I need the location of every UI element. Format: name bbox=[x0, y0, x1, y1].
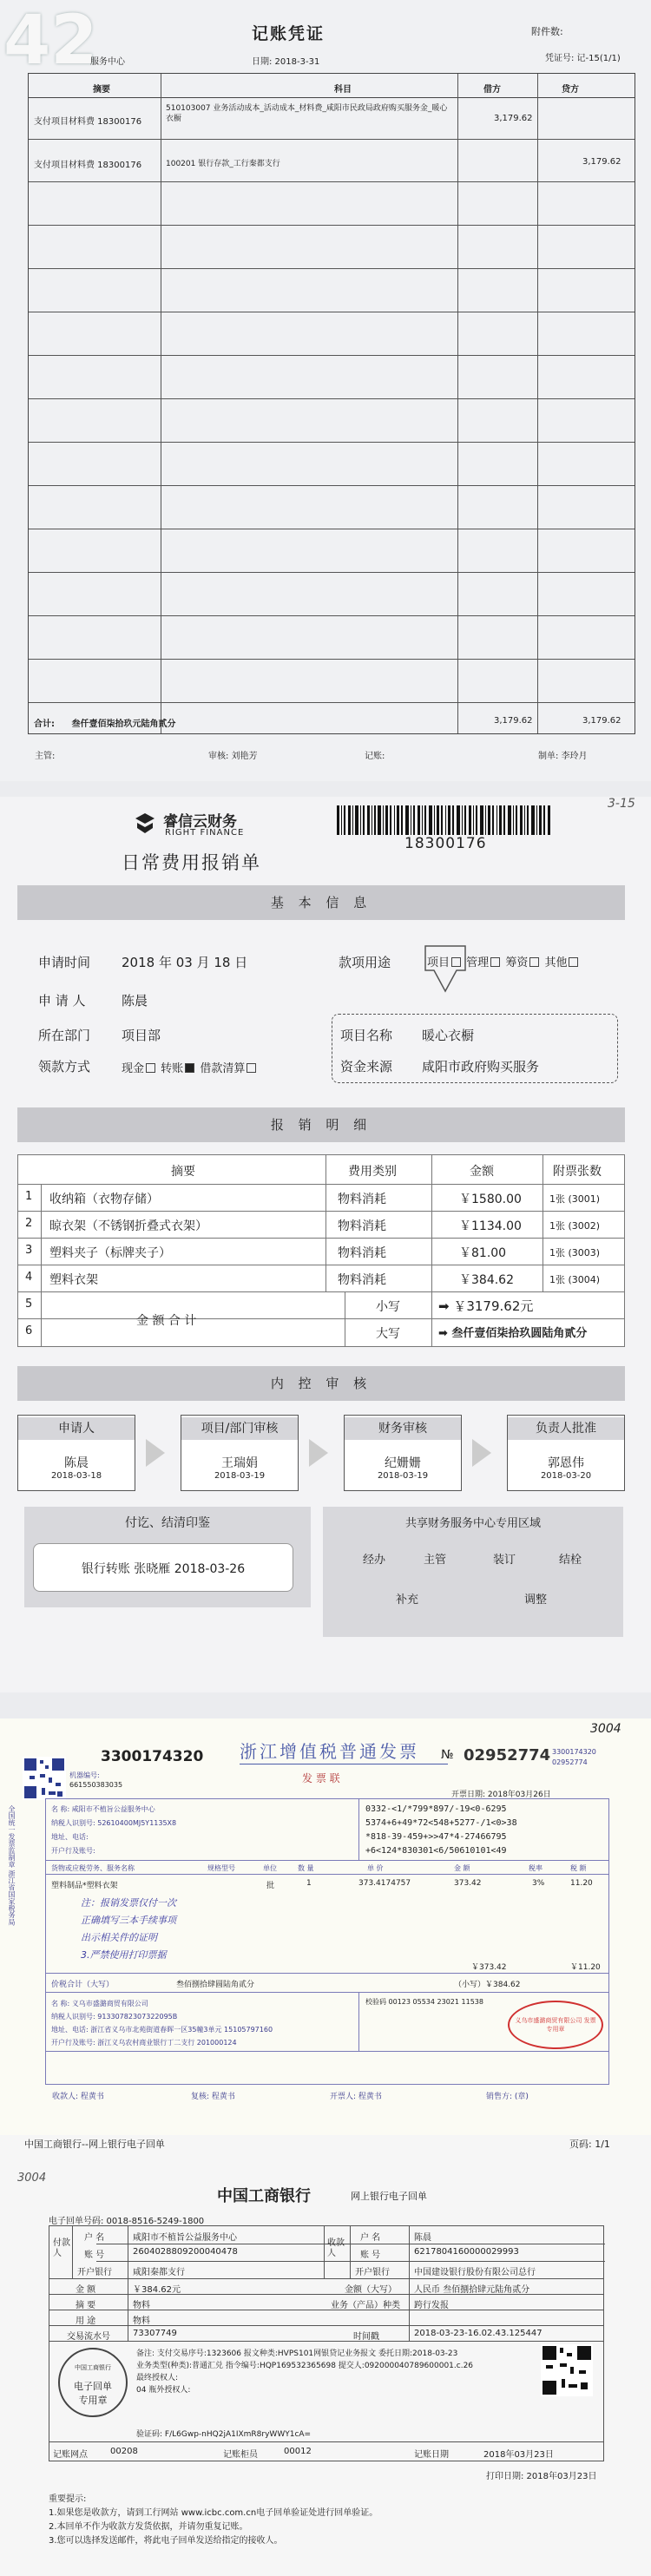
divider bbox=[350, 2226, 351, 2278]
divider bbox=[542, 1155, 543, 1291]
payment-stamp-area bbox=[24, 1507, 311, 1607]
apply-time-value: 2018 年 03 月 18 日 bbox=[122, 955, 248, 970]
row-no: 3 bbox=[25, 1244, 33, 1257]
time-label: 时间戳 bbox=[353, 2332, 379, 2342]
time-value: 2018-03-23-16.02.43.125447 bbox=[414, 2329, 542, 2338]
divider bbox=[96, 2261, 605, 2262]
shared-item: 调整 bbox=[524, 1594, 548, 1607]
verify-value: F/L6Gwp-nHQ2jA1IXmR8ryWWY1cA= bbox=[164, 2430, 312, 2439]
divider bbox=[46, 1860, 608, 1861]
biz-type-value: 跨行发报 bbox=[414, 2301, 449, 2310]
row-no: 2 bbox=[25, 1217, 33, 1230]
buyer-bank: 开户行及账号: bbox=[51, 1847, 95, 1855]
option-cash[interactable]: 现金 bbox=[122, 1062, 145, 1075]
flow-name: 陈晨 bbox=[64, 1456, 89, 1470]
serial-label: 交易流水号 bbox=[67, 2332, 110, 2342]
checkbox-transfer[interactable] bbox=[185, 1063, 194, 1073]
handwritten-line: 正确填写三本手续事项 bbox=[81, 1915, 176, 1926]
flow-step bbox=[507, 1415, 625, 1491]
checkbox-cash[interactable] bbox=[146, 1063, 155, 1073]
receipt-table bbox=[49, 2225, 604, 2461]
small-amount-label: 小写 bbox=[376, 1300, 400, 1314]
buyer-address: 地址、电话: bbox=[51, 1833, 89, 1841]
org-name: 服务中心 bbox=[90, 57, 125, 67]
handwritten-line: 出示相关件的证明 bbox=[81, 1932, 157, 1943]
cipher-line: *818-39-459+>>47*4-27466795 bbox=[365, 1832, 507, 1842]
form-title: 日常费用报销单 bbox=[122, 852, 261, 873]
row-amount: ￥1580.00 bbox=[459, 1193, 522, 1206]
row-category: 物料消耗 bbox=[338, 1193, 386, 1206]
note-line: 2.本回单不作为收款方发货依据，并请勿重复记账。 bbox=[49, 2522, 248, 2532]
payee-name: 陈晨 bbox=[414, 2233, 431, 2243]
divider bbox=[29, 702, 635, 703]
row-amount: ￥1134.00 bbox=[459, 1219, 522, 1233]
handwritten-note: 3004 bbox=[17, 2172, 47, 2185]
small-amount-text: ￥3179.62元 bbox=[453, 1298, 534, 1314]
applicant-value: 陈晨 bbox=[122, 993, 148, 1009]
divider bbox=[49, 2341, 603, 2342]
payee-bank: 中国建设银行股份有限公司总行 bbox=[414, 2268, 536, 2277]
row-category: 物料消耗 bbox=[338, 1219, 386, 1233]
flow-date: 2018-03-19 bbox=[214, 1471, 266, 1481]
big-amount-label: 大写 bbox=[376, 1327, 400, 1341]
item-price: 373.4174757 bbox=[358, 1879, 411, 1888]
divider bbox=[409, 2226, 410, 2341]
attachments-label: 附件数: bbox=[531, 26, 563, 37]
section-basic-info: 基 本 信 息 bbox=[17, 885, 625, 920]
row-tickets: 1张 (3003) bbox=[549, 1247, 601, 1258]
payer-side-label: 付款人 bbox=[53, 2238, 70, 2258]
row-summary: 塑料夹子（标牌夹子） bbox=[49, 1246, 171, 1260]
col-summary: 摘要 bbox=[171, 1165, 195, 1179]
total-amount-words: 叁仟壹佰柒拾玖元陆角贰分 bbox=[71, 720, 176, 729]
divider bbox=[46, 1874, 608, 1875]
row-no: 4 bbox=[25, 1271, 33, 1284]
shared-service-title: 共享财务服务中心专用区域 bbox=[404, 1517, 541, 1530]
item-qty: 1 bbox=[306, 1879, 312, 1888]
seller-tax-id: 纳税人识别号: 91330782307322095B bbox=[51, 2013, 178, 2021]
bank-e-receipt bbox=[0, 2135, 651, 2576]
divider bbox=[18, 1184, 624, 1185]
shared-service-area bbox=[323, 1507, 623, 1637]
payee-account-label: 账 号 bbox=[360, 2251, 381, 2260]
fund-source-value: 咸阳市政府购买服务 bbox=[422, 1059, 540, 1074]
flow-role: 项目/部门审核 bbox=[181, 1417, 298, 1440]
invoice-copy-label: 发 票 联 bbox=[302, 1772, 340, 1784]
seller-address: 地址、电话: 浙江省义乌市北苑街道春晖一区35幢3单元 15105797160 bbox=[51, 2026, 273, 2034]
invoice-number-small2: 02952774 bbox=[552, 1758, 588, 1766]
divider bbox=[29, 181, 635, 182]
voucher-table bbox=[28, 73, 635, 734]
items-header-price: 单 价 bbox=[367, 1864, 384, 1872]
flow-date: 2018-03-20 bbox=[540, 1471, 592, 1481]
buyer-name: 名 称: 咸阳市不植旨公益服务中心 bbox=[51, 1805, 155, 1813]
item-rate: 3% bbox=[532, 1879, 545, 1888]
amount-big-value: 人民币 叁佰捌拾肆元陆角贰分 bbox=[414, 2285, 530, 2295]
flow-date: 2018-03-19 bbox=[377, 1471, 429, 1481]
verify-label: 验证码: bbox=[136, 2430, 163, 2439]
detail-table bbox=[17, 1154, 625, 1347]
divider bbox=[29, 355, 635, 356]
row-category: 物料消耗 bbox=[338, 1273, 386, 1287]
payee-side-label: 收款人 bbox=[327, 2238, 345, 2258]
cipher-line: 5374+6+49*72<548+5277-/1<0>38 bbox=[365, 1818, 517, 1828]
summary-label: 摘 要 bbox=[76, 2301, 96, 2310]
seller-bank: 开户行及账号: 浙江义乌农村商业银行丁二支行 201000124 bbox=[51, 2039, 237, 2047]
items-header-tax: 税 额 bbox=[570, 1864, 587, 1872]
row-no: 5 bbox=[25, 1298, 33, 1311]
invoice-date: 开票日期: 2018年03月26日 bbox=[451, 1791, 551, 1799]
applicant-label: 申 请 人 bbox=[38, 993, 86, 1009]
sum-small: （小写）￥384.62 bbox=[454, 1981, 521, 1989]
teller-value: 00012 bbox=[284, 2447, 312, 2456]
print-date: 打印日期: 2018年03月23日 bbox=[486, 2472, 597, 2481]
payment-stamp-value: 银行转账 张晓雁 2018-03-26 bbox=[81, 1562, 246, 1576]
note-line: 3.您可以选择发送邮件，将此电子回单发送给指定的接收人。 bbox=[49, 2536, 283, 2546]
divider bbox=[46, 1992, 608, 1993]
flow-date: 2018-03-18 bbox=[50, 1471, 102, 1481]
col-tickets: 附票张数 bbox=[553, 1165, 602, 1179]
divider bbox=[29, 659, 635, 660]
row-category: 物料消耗 bbox=[338, 1246, 386, 1260]
machine-no-label: 机器编号: bbox=[69, 1771, 100, 1779]
divider bbox=[431, 1155, 432, 1347]
checkbox-other[interactable] bbox=[569, 957, 578, 967]
bookkeeper: 记账: bbox=[365, 752, 385, 761]
option-other[interactable]: 其他 bbox=[544, 956, 568, 969]
header-summary: 摘要 bbox=[93, 85, 110, 95]
auditor: 审核: 刘艳芳 bbox=[208, 752, 258, 761]
shared-item: 装订 bbox=[493, 1554, 516, 1567]
receipt-header: 中国工商银行--网上银行电子回单 bbox=[24, 2139, 165, 2150]
cipher-line: +6<124*830301<6/50610101<49 bbox=[365, 1846, 507, 1856]
invoice-title: 浙江增值税普通发票 bbox=[240, 1741, 419, 1762]
checkbox-financing[interactable] bbox=[529, 957, 539, 967]
total-label-text: 合计: bbox=[34, 720, 55, 729]
verify-code bbox=[136, 2428, 311, 2439]
project-name-value: 暖心衣橱 bbox=[422, 1028, 475, 1043]
item-tax: 11.20 bbox=[570, 1879, 593, 1888]
handwritten-line: 3.严禁使用打印票据 bbox=[81, 1949, 167, 1961]
item-name: 塑料制品*塑料衣架 bbox=[51, 1882, 118, 1890]
barcode-number: 18300176 bbox=[404, 835, 487, 852]
handwritten-note: 3004 bbox=[590, 1722, 621, 1736]
biz-type-label: 业务（产品）种类 bbox=[331, 2301, 400, 2310]
handwritten-note: 3-15 bbox=[608, 797, 635, 811]
machine-no-value: 661550383035 bbox=[69, 1781, 123, 1789]
qr-code-icon bbox=[23, 1757, 66, 1800]
checkbox-management[interactable] bbox=[490, 957, 500, 967]
divider bbox=[537, 74, 538, 733]
option-management[interactable]: 管理 bbox=[466, 956, 490, 969]
stamp-line: 专用章 bbox=[78, 2395, 108, 2406]
items-header-rate: 税率 bbox=[529, 1864, 542, 1872]
arrow-right-icon bbox=[472, 1439, 491, 1467]
notes-title: 重要提示: bbox=[49, 2494, 87, 2504]
option-project[interactable]: 项目 bbox=[427, 956, 450, 969]
divider bbox=[46, 1973, 608, 1974]
handwritten-line: 注：报销发票仅付一次 bbox=[81, 1897, 176, 1909]
brand-english: RIGHT FINANCE bbox=[165, 828, 245, 838]
header-debit: 借方 bbox=[483, 85, 501, 95]
row-tickets: 1张 (3004) bbox=[549, 1274, 601, 1285]
expense-reimbursement-form bbox=[0, 797, 651, 1692]
sum-big: 叁佰捌拾肆圆陆角贰分 bbox=[176, 1981, 255, 1989]
bank-name: 中国工商银行 bbox=[217, 2187, 311, 2205]
shared-item: 经办 bbox=[363, 1554, 386, 1567]
seller-stamp bbox=[508, 2001, 603, 2049]
voucher-header-row bbox=[29, 74, 635, 98]
shared-item: 结栓 bbox=[559, 1554, 582, 1567]
receipt-number: 电子回单号码: 0018-8516-5249-1800 bbox=[49, 2217, 205, 2226]
invoice-number-small: 3300174320 bbox=[552, 1748, 596, 1756]
divider bbox=[18, 1318, 624, 1319]
divider bbox=[29, 572, 635, 573]
total-tax: ￥11.20 bbox=[570, 1963, 601, 1972]
divider bbox=[29, 268, 635, 269]
payer-name-label: 户 名 bbox=[84, 2233, 105, 2243]
row-credit: 3,179.62 bbox=[582, 157, 621, 167]
stamp-line: 电子回单 bbox=[74, 2381, 112, 2392]
cipher-line: 0332-<1/*799*897/-19<0-6295 bbox=[365, 1804, 507, 1814]
divider bbox=[41, 1184, 42, 1347]
purpose-value: 物料 bbox=[133, 2316, 150, 2326]
divider bbox=[29, 225, 635, 226]
arrow-right-icon bbox=[146, 1439, 165, 1467]
shared-item: 主管 bbox=[424, 1554, 447, 1567]
payment-method-label: 领款方式 bbox=[38, 1059, 91, 1074]
notes bbox=[49, 2507, 378, 2548]
teller-label: 记账柜员 bbox=[223, 2450, 258, 2460]
barcode-icon bbox=[337, 805, 554, 835]
payee: 收款人: 程黄书 bbox=[52, 2093, 104, 2101]
option-transfer[interactable]: 转账 bbox=[161, 1062, 184, 1075]
department-label: 所在部门 bbox=[38, 1028, 91, 1043]
shared-item: 补充 bbox=[396, 1594, 419, 1607]
item-unit: 批 bbox=[266, 1882, 275, 1890]
row-summary: 支付项目材料费 18300176 bbox=[34, 117, 142, 127]
seller-name: 名 称: 义乌市盛潞商贸有限公司 bbox=[51, 2000, 148, 2008]
amount-value: ￥384.62元 bbox=[133, 2285, 181, 2295]
vat-invoice bbox=[0, 1718, 651, 2135]
row-summary: 收纳箱（衣物存储） bbox=[49, 1193, 159, 1206]
items-header-amount: 金 额 bbox=[454, 1864, 470, 1872]
brand-name: 睿信云财务 bbox=[163, 813, 237, 831]
items-header-unit: 单位 bbox=[263, 1864, 277, 1872]
flow-name: 纪姗姗 bbox=[385, 1456, 421, 1470]
cipher-area bbox=[365, 1803, 517, 1858]
serial-value: 73307749 bbox=[133, 2329, 177, 2338]
header-credit: 贷方 bbox=[562, 85, 579, 95]
seller-stamp-text: 义乌市盛潞商贸有限公司 发票专用章 bbox=[515, 2017, 596, 2033]
flow-step bbox=[181, 1415, 299, 1491]
invoice-code: 3300174320 bbox=[101, 1748, 204, 1765]
record-branch-label: 记账网点 bbox=[53, 2450, 88, 2460]
section-internal-control: 内 控 审 核 bbox=[17, 1366, 625, 1401]
payment-options bbox=[122, 1059, 258, 1075]
fund-use-label: 款项用途 bbox=[339, 955, 391, 970]
page-indicator: 页码: 1/1 bbox=[569, 2139, 610, 2150]
seller-stamp-label: 销售方: (章) bbox=[486, 2093, 529, 2101]
row-tickets: 1张 (3001) bbox=[549, 1193, 601, 1205]
payer-account-label: 账 号 bbox=[84, 2251, 105, 2260]
buyer-tax-id: 纳税人识别号: 52610400MJ5Y1135X8 bbox=[51, 1819, 177, 1827]
payer-name: 咸阳市不植旨公益服务中心 bbox=[133, 2233, 237, 2243]
left-edge-text: 全国统一发票监制章 浙江省国家税务局 bbox=[8, 1805, 16, 1926]
items-header-spec: 规格型号 bbox=[207, 1864, 235, 1872]
row-account: 100201 银行存款_工行秦都支行 bbox=[166, 160, 280, 168]
flow-step bbox=[17, 1415, 135, 1491]
seller-info bbox=[51, 1997, 273, 2049]
page-number: 42 bbox=[3, 2, 98, 80]
divider bbox=[324, 2226, 325, 2278]
record-branch-value: 00208 bbox=[110, 2447, 138, 2456]
flow-step bbox=[344, 1415, 462, 1491]
detail-line: 业务类型(种类):普通汇兑 指令编号:HQP169532365698 提交人:092000040789600001.c.26 bbox=[136, 2362, 474, 2370]
row-tickets: 1张 (3002) bbox=[549, 1220, 601, 1232]
total-credit: 3,179.62 bbox=[582, 716, 621, 726]
detail-line: 最终授权人: bbox=[136, 2374, 179, 2382]
big-amount-value: ➡ 叁仟壹佰柒拾玖圆陆角贰分 bbox=[438, 1327, 588, 1340]
receipt-subtitle: 网上银行电子回单 bbox=[351, 2191, 427, 2202]
divider bbox=[46, 2051, 608, 2052]
handwritten-notes bbox=[81, 1895, 176, 1964]
row-summary: 塑料衣架 bbox=[49, 1273, 98, 1287]
row-no: 1 bbox=[25, 1190, 33, 1203]
amount-label: 金 额 bbox=[76, 2285, 96, 2295]
voucher-title: 记账凭证 bbox=[252, 24, 326, 43]
items-header-qty: 数 量 bbox=[298, 1864, 314, 1872]
payment-stamp-box bbox=[33, 1543, 293, 1592]
row-amount: ￥81.00 bbox=[459, 1246, 507, 1260]
summary-value: 物料 bbox=[133, 2301, 150, 2310]
preparer: 制单: 李玲月 bbox=[538, 752, 588, 761]
option-loan-clearing[interactable]: 借款清算 bbox=[200, 1062, 246, 1075]
divider bbox=[49, 2278, 603, 2279]
arrow-right-icon bbox=[309, 1439, 328, 1467]
accounting-voucher bbox=[0, 0, 651, 781]
row-account: 510103007 业务活动成本_活动成本_材料费_咸阳市民政局政府购买服务金_暖心衣橱 bbox=[166, 104, 448, 123]
flow-role: 申请人 bbox=[18, 1417, 135, 1440]
divider bbox=[18, 1211, 624, 1212]
detail-line: 04 瓶外授权人: bbox=[136, 2386, 191, 2395]
reviewer: 复核: 程黄书 bbox=[191, 2093, 235, 2101]
row-summary: 晾衣架（不锈钢折叠式衣架） bbox=[49, 1219, 207, 1233]
flow-role: 负责人批准 bbox=[508, 1417, 624, 1440]
amount-big-label: 金额（大写） bbox=[345, 2285, 397, 2295]
option-financing[interactable]: 筹资 bbox=[505, 956, 529, 969]
voucher-date: 日期: 2018-3-31 bbox=[252, 57, 320, 67]
payer-bank-label: 开户银行 bbox=[77, 2268, 112, 2277]
flow-name: 王瑞娟 bbox=[221, 1456, 258, 1470]
divider bbox=[29, 442, 635, 443]
big-amount-text: 叁仟壹佰柒拾玖圆陆角贰分 bbox=[451, 1327, 588, 1340]
checkbox-loan-clearing[interactable] bbox=[247, 1063, 256, 1073]
arrow-down-icon bbox=[424, 944, 467, 993]
row-summary: 支付项目材料费 18300176 bbox=[34, 161, 142, 170]
flow-role: 财务审核 bbox=[345, 1417, 461, 1440]
col-category: 费用类别 bbox=[348, 1165, 397, 1179]
detail-line: 备注: 支付交易序号:1323606 报文种类:HVPS101网银贷记业务报文 委托日期:2018-03-23 bbox=[136, 2349, 458, 2358]
total-label: 金 额 合 计 bbox=[136, 1314, 197, 1328]
divider bbox=[457, 74, 458, 733]
total-label bbox=[34, 716, 175, 729]
divider bbox=[72, 2226, 73, 2278]
sum-label: 价税合计（大写） bbox=[51, 1981, 115, 1989]
project-name-label: 项目名称 bbox=[340, 1028, 393, 1043]
note-line: 1.如果您是收款方，请到工行网站 www.icbc.com.cn电子回单验证处进行回单验证。 bbox=[49, 2508, 378, 2518]
divider bbox=[29, 485, 635, 486]
stamp-line: 中国工商银行 bbox=[75, 2364, 111, 2371]
total-debit: 3,179.62 bbox=[494, 716, 533, 726]
bank-stamp bbox=[58, 2348, 128, 2417]
divider bbox=[18, 1238, 624, 1239]
issuer: 开票人: 程黄书 bbox=[330, 2093, 382, 2101]
divider bbox=[29, 139, 635, 140]
small-amount-value: ➡ ￥3179.62元 bbox=[438, 1298, 534, 1314]
supervisor: 主管: bbox=[35, 752, 56, 761]
divider bbox=[358, 1992, 359, 2051]
row-amount: ￥384.62 bbox=[459, 1273, 514, 1287]
record-date-label: 记账日期 bbox=[414, 2450, 449, 2460]
qr-code-icon bbox=[541, 2344, 593, 2396]
payee-name-label: 户 名 bbox=[360, 2233, 381, 2243]
total-amount: ￥373.42 bbox=[471, 1963, 507, 1972]
section-detail: 报 销 明 细 bbox=[17, 1107, 625, 1142]
purpose-label: 用 途 bbox=[76, 2316, 96, 2326]
payee-account: 6217804160000029993 bbox=[414, 2247, 519, 2257]
department-value: 项目部 bbox=[122, 1028, 161, 1043]
divider bbox=[49, 2441, 603, 2442]
record-date-value: 2018年03月23日 bbox=[483, 2450, 554, 2460]
payment-stamp-title: 付讫、结清印鉴 bbox=[125, 1516, 210, 1530]
header-account: 科目 bbox=[334, 85, 352, 95]
fund-source-label: 资金来源 bbox=[340, 1059, 393, 1074]
voucher-number: 凭证号: 记-15(1/1) bbox=[545, 54, 621, 63]
row-debit: 3,179.62 bbox=[494, 114, 533, 123]
divider bbox=[29, 615, 635, 616]
payer-bank: 咸阳秦都支行 bbox=[133, 2268, 185, 2277]
divider bbox=[29, 398, 635, 399]
brand-logo-icon bbox=[132, 811, 158, 837]
flow-name: 郭恩伟 bbox=[548, 1456, 584, 1470]
invoice-frame bbox=[45, 1798, 609, 2085]
invoice-remark: 校验码 00123 05534 23021 11538 bbox=[365, 1998, 483, 2006]
receipt-details bbox=[136, 2348, 473, 2396]
invoice-number: 02952774 bbox=[464, 1746, 551, 1764]
items-header-name: 货物或应税劳务、服务名称 bbox=[51, 1864, 135, 1872]
divider bbox=[18, 1291, 624, 1292]
item-amount: 373.42 bbox=[454, 1879, 482, 1888]
buyer-info bbox=[51, 1803, 176, 1858]
divider bbox=[358, 1799, 359, 1860]
payee-bank-label: 开户银行 bbox=[355, 2268, 390, 2277]
payer-account: 2604028809200040478 bbox=[133, 2247, 238, 2257]
row-no: 6 bbox=[25, 1324, 33, 1337]
col-amount: 金额 bbox=[470, 1165, 494, 1179]
apply-time-label: 申请时间 bbox=[38, 955, 91, 970]
number-symbol: № bbox=[441, 1748, 454, 1762]
